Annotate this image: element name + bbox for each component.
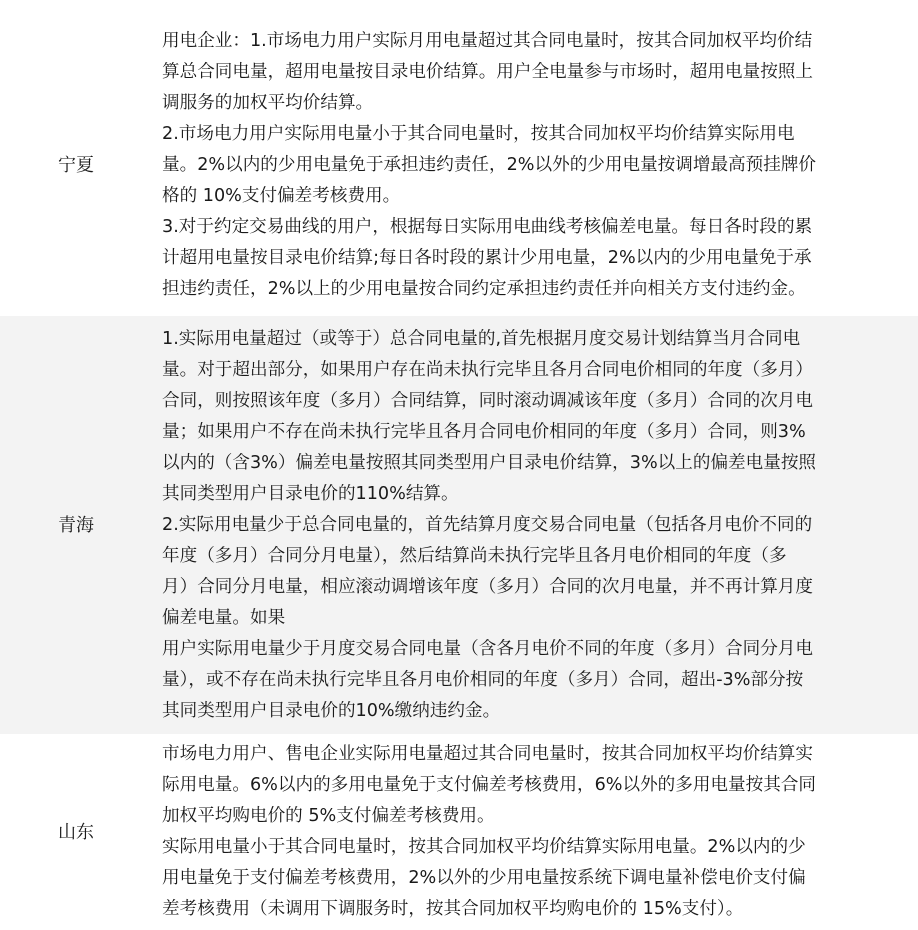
- text-line: 用户实际用电量少于月度交易合同电量（含各月电价不同的年度（多月）合同分月电: [162, 638, 813, 659]
- text-line: 其同类型用户目录电价的110%结算。: [162, 483, 459, 504]
- text-line: 以内的（含3%）偏差电量按照其同类型用户目录电价结算，3%以上的偏差电量按照: [162, 452, 817, 473]
- text-line: 2.实际用电量少于总合同电量的，首先结算月度交易合同电量（包括各月电价不同的: [162, 514, 813, 535]
- text-line: 实际用电量小于其合同电量时，按其合同加权平均价结算实际用电量。2%以内的少: [162, 837, 806, 857]
- text-line: 月）合同分月电量，相应滚动调增该年度（多月）合同的次月电量，并不再计算月度: [162, 576, 813, 597]
- table-row-qinghai: [0, 316, 918, 734]
- text-line: 量。对于超出部分，如果用户存在尚未执行完毕且各月合同电价相同的年度（多月）: [162, 359, 813, 380]
- region-label: 青海: [58, 514, 94, 536]
- text-line: 其同类型用户目录电价的10%缴纳违约金。: [162, 700, 501, 721]
- policy-text: [162, 324, 918, 727]
- text-line: 合同，则按照该年度（多月）合同结算，同时滚动调减该年度（多月）合同的次月电: [162, 390, 813, 411]
- text-line: 算总合同电量，超用电量按目录电价结算。用户全电量参与市场时，超用电量按照上: [162, 61, 813, 82]
- text-line: 量。2%以内的少用电量免于承担违约责任，2%以外的少用电量按调增最高预挂牌价: [162, 154, 817, 175]
- text-line: 3.对于约定交易曲线的用户，根据每日实际用电曲线考核偏差电量。每日各时段的累: [162, 216, 813, 237]
- policy-text: [162, 739, 918, 925]
- text-line: 用电企业：1.市场电力用户实际月用电量超过其合同电量时，按其合同加权平均价结: [162, 30, 813, 51]
- text-line: 量；如果用户不存在尚未执行完毕且各月合同电价相同的年度（多月）合同，则3%: [162, 421, 806, 442]
- text-line: 用电量免于支付偏差考核费用，2%以外的少用电量按系统下调电量补偿电价支付偏: [162, 868, 806, 888]
- region-label: 宁夏: [58, 154, 94, 176]
- text-line: 际用电量。6%以内的多用电量免于支付偏差考核费用，6%以外的多用电量按其合同: [162, 775, 817, 795]
- policy-text: [162, 26, 918, 305]
- table-row-ningxia: [0, 0, 918, 316]
- text-line: 量），或不存在尚未执行完毕且各月电价相同的年度（多月）合同，超出-3%部分按: [162, 669, 804, 690]
- text-line: 偏差电量。如果: [162, 607, 286, 628]
- text-line: 调服务的加权平均价结算。: [162, 92, 374, 113]
- table-row-shandong: [0, 734, 918, 930]
- text-line: 2.市场电力用户实际用电量小于其合同电量时，按其合同加权平均价结算实际用电: [162, 123, 795, 144]
- text-line: 加权平均购电价的 5%支付偏差考核费用。: [162, 806, 495, 826]
- region-label: 山东: [58, 821, 94, 843]
- text-line: 担违约责任，2%以上的少用电量按合同约定承担违约责任并向相关方支付违约金。: [162, 278, 806, 299]
- text-line: 差考核费用（未调用下调服务时，按其合同加权平均购电价的 15%支付）。: [162, 899, 744, 919]
- text-line: 年度（多月）合同分月电量），然后结算尚未执行完毕且各月电价相同的年度（多: [162, 545, 787, 566]
- text-line: 计超用电量按目录电价结算;每日各时段的累计少用电量，2%以内的少用电量免于承: [162, 247, 812, 268]
- text-line: 格的 10%支付偏差考核费用。: [162, 185, 401, 206]
- text-line: 市场电力用户、售电企业实际用电量超过其合同电量时，按其合同加权平均价结算实: [162, 744, 813, 764]
- text-line: 1.实际用电量超过（或等于）总合同电量的,首先根据月度交易计划结算当月合同电: [162, 328, 801, 349]
